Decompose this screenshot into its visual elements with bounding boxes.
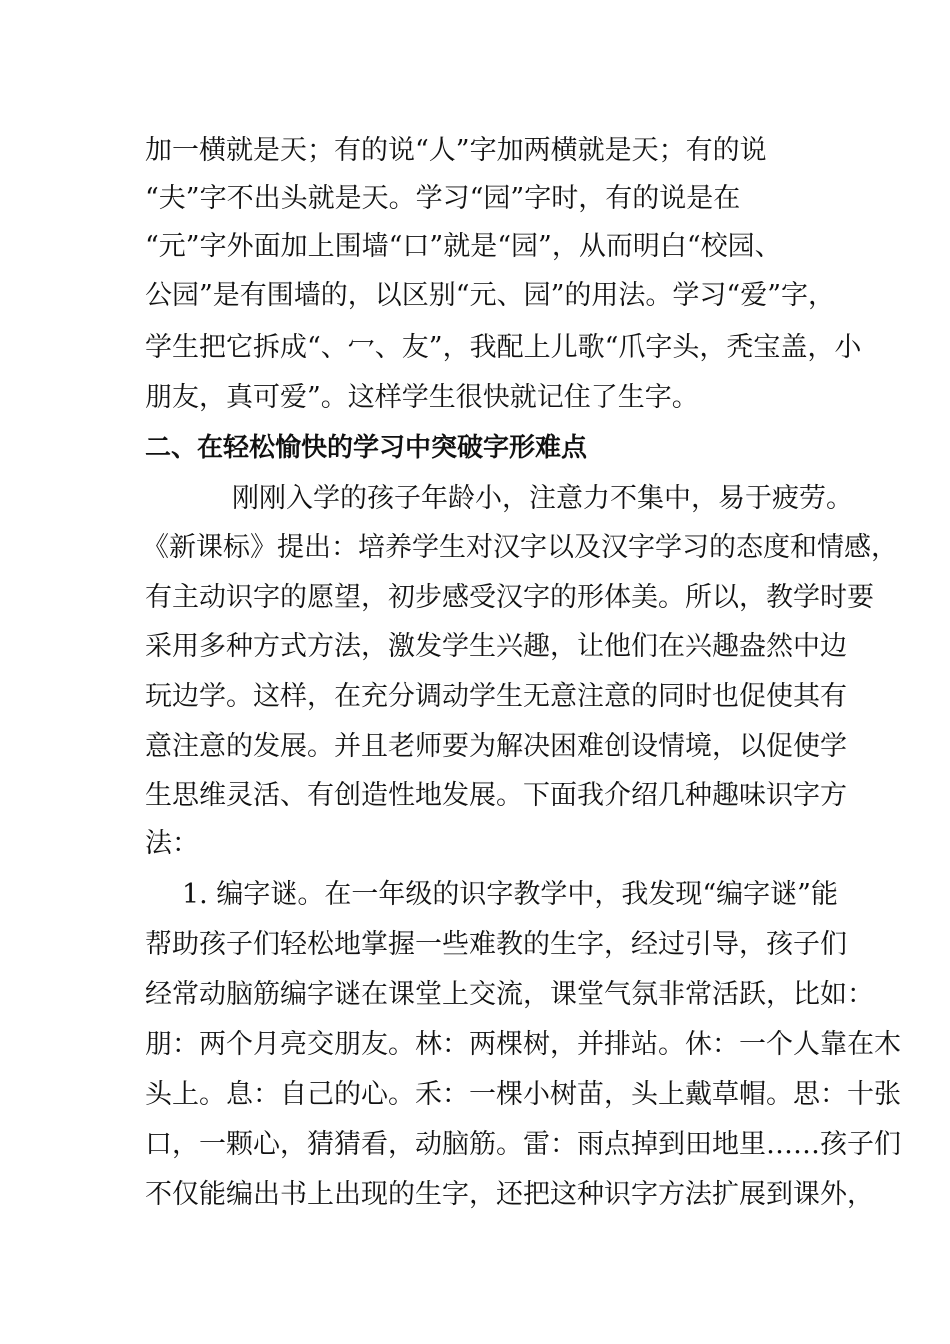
paragraph-first-line: 刚刚入学的孩子年龄小，注意力不集中，易于疲劳。 — [232, 483, 853, 514]
text-line: 玩边学。这样，在充分调动学生无意注意的同时也促使其有 — [145, 681, 847, 712]
text-line: 生思维灵活、有创造性地发展。下面我介绍几种趣味识字方 — [145, 780, 847, 811]
list-item-first-line: 1. 编字谜。在一年级的识字教学中，我发现“编字谜”能 — [182, 879, 838, 910]
text-line: 朋：两个月亮交朋友。林：两棵树，并排站。休：一个人靠在木 — [145, 1029, 901, 1060]
text-line: 加一横就是天；有的说“人”字加两横就是天；有的说 — [145, 135, 767, 166]
text-line: 经常动脑筋编字谜在课堂上交流，课堂气氛非常活跃，比如： — [145, 979, 874, 1010]
text-line: 有主动识字的愿望，初步感受汉字的形体美。所以，教学时要 — [145, 582, 874, 613]
section-heading: 二、在轻松愉快的学习中突破字形难点 — [145, 433, 588, 463]
text-line: 头上。息：自己的心。禾：一棵小树苗，头上戴草帽。思：十张 — [145, 1079, 901, 1110]
text-line: 采用多种方式方法，激发学生兴趣，让他们在兴趣盎然中边 — [145, 631, 847, 662]
text-line: 公园”是有围墙的，以区别“元、园”的用法。学习“爱”字， — [145, 280, 836, 311]
text-line: 帮助孩子们轻松地掌握一些难教的生字，经过引导，孩子们 — [145, 929, 847, 960]
text-line: “元”字外面加上围墙“口”就是“园”，从而明白“校园、 — [145, 231, 782, 262]
text-line: 口，一颗心，猜猜看，动脑筋。雷：雨点掉到田地里……孩子们 — [145, 1129, 901, 1160]
text-line: 意注意的发展。并且老师要为解决困难创设情境，以促使学 — [145, 731, 847, 762]
text-line: 学生把它拆成“、冖、友”，我配上儿歌“爪字头，秃宝盖，小 — [145, 332, 862, 363]
text-line: 《新课标》提出：培养学生对汉字以及汉字学习的态度和情感， — [142, 532, 898, 563]
text-line: “夫”字不出头就是天。学习“园”字时，有的说是在 — [145, 183, 741, 214]
text-line: 不仅能编出书上出现的生字，还把这种识字方法扩展到课外， — [145, 1179, 874, 1210]
text-line: 法： — [145, 828, 199, 859]
text-line: 朋友，真可爱”。这样学生很快就记住了生字。 — [145, 382, 699, 413]
